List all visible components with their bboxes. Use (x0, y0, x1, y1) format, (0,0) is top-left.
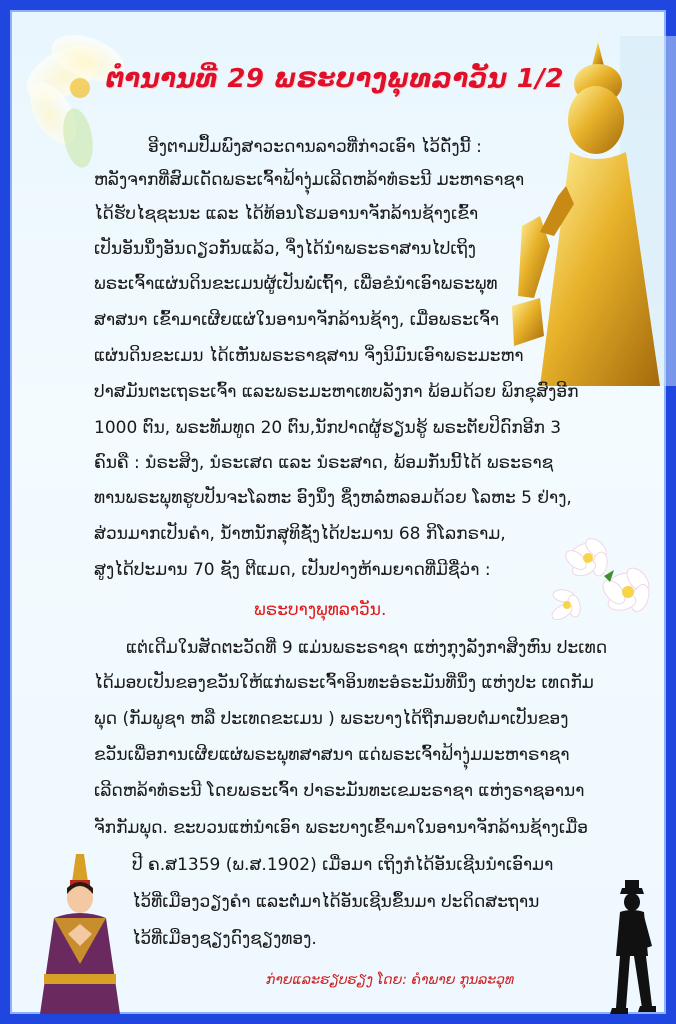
body-line: ເປັນອັນນຶ່ງອັນດຽວກັນແລ້ວ, ຈຶ່ງໄດ້ນຳພຣະຣາສານໄປເຖິງ (94, 239, 476, 259)
body-line: ໄດ້ມອບເປັນຂອງຂວັນໃຫ້ແກ່ພຣະເຈົ້າອິນທະອໍຣະມັນທີ່ນຶ່ງ ແຫ່ງປະ ເທດກັມ (94, 673, 594, 693)
body-line: ໄດ້ຮັບໄຊຊະນະ ແລະ ໄດ້ທ້ອນໂຮມອານາຈັກລ້ານຊ້າງເຂົ້າ (94, 204, 479, 224)
body-line: ອີງຕາມປຶ້ມພົງສາວະດານລາວທີ່ກ່າວເອົາ ໄວ້ດັ່ງນີ້ : (148, 137, 482, 157)
body-line: ໄວ້ທີ່ເມືອງວຽງຄຳ ແລະຕໍ່ມາໄດ້ອັນເຊີນຂຶ້ນມາ ປະດິດສະຖານ (132, 892, 540, 912)
body-line: ສ່ວນມາກເປັນຄຳ, ນ້ຳຫນັກສຸທິຊັ່ງໄດ້ປະມານ 68 ກິໂລກຣາມ, (94, 524, 506, 544)
body-line: ພຸດ (ກັມພູຊາ ຫລື ປະເທດຂະເມນ ) ພຣະບາງໄດ້ຖືກມອບຕໍ່ມາເປັນຂອງ (94, 709, 569, 729)
body-line: ແຕ່ເດີມໃນສັດຕະວັດທີ່ 9 ແມ່ນພຣະຣາຊາ ແຫ່ງກຸງລັງກາສິງຫົນ ປະເທດ (126, 638, 608, 658)
body-line: ທານພຣະພຸທຮູບປັນຈະໂລຫະ ອົງນຶ່ງ ຊຶ່ງຫລໍ່ຫລອມດ້ວຍ ໂລຫະ 5 ຢ່າງ, (94, 488, 572, 508)
lao-dancer-icon (24, 854, 134, 1014)
body-line: ແຜ່ນດິນຂະເມນ ໄດ້ເຫັນພຣະຣາຊສານ ຈິ່ງນິມົນເອົາພຣະມະຫາ (94, 346, 524, 366)
body-line: 1000 ຕົນ, ພຣະທັມທູດ 20 ຕົນ,ນັກປາດຜູ້ຮຽນຮູ້ ພຣະຕັຍປິດົກອີກ 3 (94, 418, 562, 438)
body-line: ຈັກກັມພຸດ. ຂະບວນແຫ່ນຳເອົາ ພຣະບາງເຂົ້າມາໃນອານາຈັກລ້ານຊ້າງເມື່ອ (94, 818, 588, 838)
page-title: ຕຳນານທີ່ 29 ພຣະບາງພຸທລາວັນ 1/2 (106, 64, 564, 94)
body-line: ສາສນາ ເຂົ້າມາເຜີຍແຜ່ໃນອານາຈັກລ້ານຊ້າງ, ເມື່ອພຣະເຈົ້າ (94, 310, 500, 330)
body-line: ຄົນຄື : ນໍຣະສິງ, ນໍຣະເສດ ແລະ ນໍຣະສາດ, ພ້ອມກັນນີ້ໄດ້ ພຣະຣາຊ (94, 453, 554, 473)
body-line: ປີ ຄ.ສ1359 (ພ.ສ.1902) ເມື່ອມາ ເຖິງກໍໄດ້ອັນເຊີນນຳເອົາມາ (132, 855, 554, 875)
author-credit: ກ່າຍແລະຮຽບຮຽງ ໂດຍ: ຄຳພາຍ ກຸນລະວຸທ (266, 972, 515, 988)
body-line: ຂວັນເພື່ອການເຜີຍແຜ່ພຣະພຸທສາສນາ ແດ່ພຣະເຈົ້າຟ້າງຸ່ມມະຫາຣາຊາ (94, 745, 570, 765)
highlight-line: ພຣະບາງພຸທລາວັນ. (254, 600, 387, 620)
lily-flower-icon (18, 18, 168, 188)
body-line: ສູງໄດ້ປະມານ 70 ຊັງ ຕີແມດ, ເປັນປາງຫ້າມຍາດທີ່ມີຊື່ວ່າ : (94, 560, 491, 580)
body-line: ຫລັງຈາກທີ່ສົມເດັດພຣະເຈົ້າຟ້າງຸ່ມເລີດຫລ້າທໍຣະນີ ມະຫາຣາຊາ (94, 170, 525, 190)
walking-man-silhouette-icon (608, 876, 662, 1016)
frangipani-flowers-icon (544, 530, 664, 630)
body-line: ພຣະເຈົ້າແຜ່ນດິນຂະເມນຜູ້ເປັນພໍ່ເຖົ້າ, ເພື່ອຂໍນຳເອົາພຣະພຸທ (94, 274, 498, 294)
body-line: ປາສມັນຕະເຖຣະເຈົ້າ ແລະພຣະມະຫາເທບລັງກາ ພ້ອມດ້ວຍ ພິກຂຸສົງອີກ (94, 382, 579, 402)
body-line: ໄວ້ທີ່ເມືອງຊຽງດົງຊຽງທອງ. (132, 929, 317, 949)
body-line: ເລີດຫລ້າທໍຣະນີ ໂດຍພຣະເຈົ້າ ປາຣະມັນທະເຂມະຣາຊາ ແຫ່ງຣາຊອານາ (94, 781, 585, 801)
